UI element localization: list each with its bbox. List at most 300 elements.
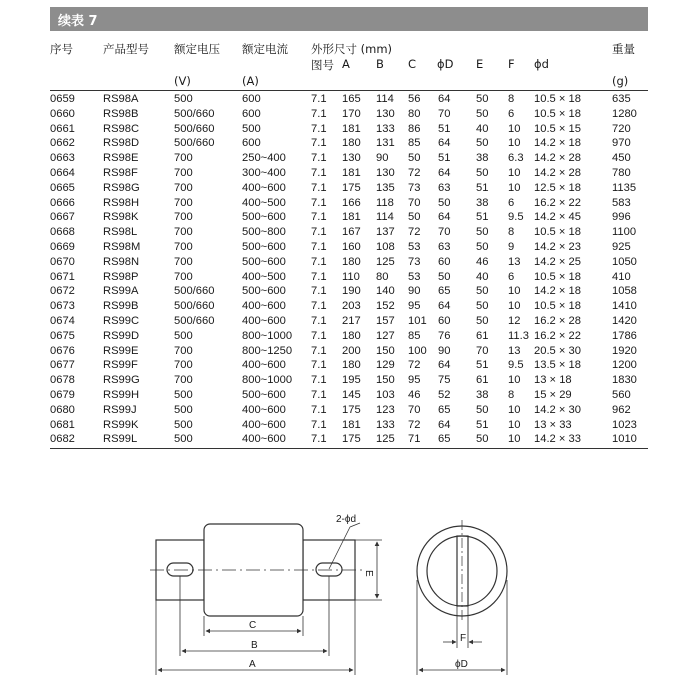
table-row bbox=[50, 181, 650, 196]
cell-fig: 7.1 bbox=[311, 240, 327, 253]
cell-d2: 16.2 × 28 bbox=[534, 314, 581, 327]
cell-f: 8 bbox=[508, 93, 515, 105]
cell-b: 123 bbox=[376, 403, 395, 416]
cell-seq: 0672 bbox=[50, 285, 75, 298]
cell-d2: 14.2 × 28 bbox=[534, 152, 581, 165]
header-dims: 外形尺寸 (mm) bbox=[311, 42, 393, 56]
cell-voltage: 500/660 bbox=[174, 122, 215, 135]
cell-d: 64 bbox=[438, 359, 451, 372]
cell-a: 175 bbox=[342, 433, 361, 446]
cell-seq: 0682 bbox=[50, 433, 75, 446]
table-row bbox=[50, 373, 650, 388]
cell-weight: 996 bbox=[612, 211, 631, 224]
header-fig: 图号 bbox=[311, 58, 334, 72]
cell-e: 38 bbox=[476, 152, 489, 165]
cell-b: 135 bbox=[376, 181, 395, 194]
cell-weight: 583 bbox=[612, 196, 631, 209]
cell-model: RS99H bbox=[103, 388, 140, 401]
cell-voltage: 700 bbox=[174, 374, 193, 387]
cell-e: 50 bbox=[476, 314, 489, 327]
cell-fig: 7.1 bbox=[311, 329, 327, 342]
cell-fig: 7.1 bbox=[311, 166, 327, 179]
cell-seq: 0677 bbox=[50, 359, 75, 372]
table-bottom-rule bbox=[50, 448, 648, 449]
cell-seq: 0673 bbox=[50, 300, 75, 313]
cell-weight: 1200 bbox=[612, 359, 637, 372]
cell-f: 8 bbox=[508, 388, 515, 401]
cell-voltage: 700 bbox=[174, 152, 193, 165]
header-rule bbox=[50, 90, 648, 91]
cell-a: 167 bbox=[342, 226, 361, 239]
cell-e: 51 bbox=[476, 359, 489, 372]
cell-a: 181 bbox=[342, 418, 361, 431]
cell-b: 157 bbox=[376, 314, 395, 327]
header-weight-unit: (g) bbox=[612, 74, 629, 88]
cell-fig: 7.1 bbox=[311, 226, 327, 239]
cell-b: 140 bbox=[376, 285, 395, 298]
cell-d: 76 bbox=[438, 329, 451, 342]
cell-fig: 7.1 bbox=[311, 211, 327, 224]
cell-b: 114 bbox=[376, 211, 394, 224]
cell-f: 10 bbox=[508, 122, 521, 135]
header-d: ϕD bbox=[437, 57, 454, 71]
cell-voltage: 700 bbox=[174, 181, 193, 194]
header-b: B bbox=[376, 57, 384, 71]
cell-fig: 7.1 bbox=[311, 107, 327, 120]
cell-e: 50 bbox=[476, 240, 489, 253]
cell-fig: 7.1 bbox=[311, 122, 327, 135]
header-current: 额定电流 bbox=[242, 42, 288, 56]
cell-c: 53 bbox=[408, 240, 421, 253]
header-c: C bbox=[408, 57, 417, 71]
end-view-blade bbox=[457, 536, 468, 606]
table-row bbox=[50, 225, 650, 240]
cell-d2: 16.2 × 22 bbox=[534, 196, 581, 209]
table-title: 续表 7 bbox=[58, 14, 98, 29]
cell-d2: 10.5 × 18 bbox=[534, 93, 581, 105]
cell-a: 166 bbox=[342, 196, 361, 209]
cell-d2: 14.2 × 28 bbox=[534, 166, 581, 179]
cell-weight: 780 bbox=[612, 166, 631, 179]
cell-d: 70 bbox=[438, 107, 451, 120]
cell-fig: 7.1 bbox=[311, 300, 327, 313]
cell-b: 131 bbox=[376, 137, 395, 150]
cell-c: 71 bbox=[408, 433, 421, 446]
cell-b: 90 bbox=[376, 152, 389, 165]
cell-weight: 720 bbox=[612, 122, 631, 135]
cell-seq: 0680 bbox=[50, 403, 75, 416]
cell-d: 51 bbox=[438, 152, 451, 165]
cell-model: RS98F bbox=[103, 166, 138, 179]
cell-voltage: 500 bbox=[174, 418, 193, 431]
cell-d2: 10.5 × 15 bbox=[534, 122, 581, 135]
header-weight: 重量 bbox=[612, 42, 635, 56]
cell-a: 200 bbox=[342, 344, 361, 357]
cell-f: 10 bbox=[508, 418, 521, 431]
cell-d: 60 bbox=[438, 255, 451, 268]
cell-f: 10 bbox=[508, 300, 521, 313]
cell-seq: 0676 bbox=[50, 344, 75, 357]
cell-f: 6 bbox=[508, 107, 515, 120]
cell-f: 6 bbox=[508, 270, 515, 283]
cell-b: 125 bbox=[376, 255, 395, 268]
cell-e: 50 bbox=[476, 166, 489, 179]
cell-f: 13 bbox=[508, 255, 521, 268]
cell-voltage: 700 bbox=[174, 270, 193, 283]
table-row bbox=[50, 299, 650, 314]
cell-d2: 10.5 × 18 bbox=[534, 270, 581, 283]
cell-a: 181 bbox=[342, 211, 361, 224]
cell-seq: 0668 bbox=[50, 226, 75, 239]
header-seq: 序号 bbox=[50, 42, 73, 56]
cell-d2: 16.2 × 22 bbox=[534, 329, 581, 342]
cell-b: 80 bbox=[376, 270, 389, 283]
cell-fig: 7.1 bbox=[311, 403, 327, 416]
cell-d: 75 bbox=[438, 374, 451, 387]
cell-seq: 0678 bbox=[50, 374, 75, 387]
cell-fig: 7.1 bbox=[311, 152, 327, 165]
cell-current: 500~600 bbox=[242, 285, 286, 298]
cell-current: 300~400 bbox=[242, 166, 286, 179]
cell-fig: 7.1 bbox=[311, 314, 327, 327]
cell-d2: 14.2 × 33 bbox=[534, 433, 581, 446]
cell-d: 64 bbox=[438, 166, 451, 179]
table-row bbox=[50, 151, 650, 166]
cell-fig: 7.1 bbox=[311, 270, 327, 283]
table-row bbox=[50, 418, 650, 433]
cell-e: 51 bbox=[476, 211, 489, 224]
label-f: F bbox=[460, 633, 467, 644]
cell-c: 100 bbox=[408, 344, 427, 357]
cell-b: 133 bbox=[376, 122, 395, 135]
cell-c: 46 bbox=[408, 388, 421, 401]
cell-b: 130 bbox=[376, 166, 395, 179]
cell-weight: 1058 bbox=[612, 285, 637, 298]
cell-a: 110 bbox=[342, 270, 360, 283]
table-body bbox=[50, 92, 650, 447]
header-e: E bbox=[476, 57, 484, 71]
cell-f: 6.3 bbox=[508, 152, 524, 165]
cell-model: RS98H bbox=[103, 196, 140, 209]
cell-a: 145 bbox=[342, 388, 361, 401]
cell-weight: 1135 bbox=[612, 181, 637, 194]
cell-e: 50 bbox=[476, 137, 489, 150]
cell-voltage: 700 bbox=[174, 226, 193, 239]
table-row bbox=[50, 210, 650, 225]
cell-f: 6 bbox=[508, 196, 515, 209]
cell-weight: 925 bbox=[612, 240, 631, 253]
cell-current: 400~600 bbox=[242, 314, 286, 327]
label-c: C bbox=[249, 620, 257, 631]
cell-d2: 14.2 × 45 bbox=[534, 211, 581, 224]
cell-d: 65 bbox=[438, 403, 451, 416]
cell-d: 50 bbox=[438, 270, 451, 283]
cell-d2: 20.5 × 30 bbox=[534, 344, 581, 357]
cell-model: RS98L bbox=[103, 226, 138, 239]
cell-d2: 14.2 × 18 bbox=[534, 137, 581, 150]
cell-f: 10 bbox=[508, 433, 521, 446]
cell-seq: 0674 bbox=[50, 314, 75, 327]
cell-model: RS98K bbox=[103, 211, 139, 224]
cell-voltage: 700 bbox=[174, 255, 193, 268]
cell-current: 400~600 bbox=[242, 359, 286, 372]
cell-a: 175 bbox=[342, 403, 361, 416]
label-e: E bbox=[363, 570, 374, 577]
cell-d: 64 bbox=[438, 137, 451, 150]
table-row bbox=[50, 92, 650, 107]
cell-seq: 0659 bbox=[50, 93, 75, 105]
cell-model: RS99K bbox=[103, 418, 139, 431]
cell-d: 63 bbox=[438, 240, 451, 253]
cell-a: 181 bbox=[342, 166, 361, 179]
cell-model: RS98P bbox=[103, 270, 139, 283]
cell-voltage: 500/660 bbox=[174, 285, 215, 298]
cell-c: 72 bbox=[408, 418, 421, 431]
header-current-unit: (A) bbox=[242, 74, 259, 88]
cell-seq: 0679 bbox=[50, 388, 75, 401]
cell-voltage: 700 bbox=[174, 196, 193, 209]
cell-f: 9.5 bbox=[508, 211, 524, 224]
cell-d2: 10.5 × 18 bbox=[534, 226, 581, 239]
table-row bbox=[50, 284, 650, 299]
cell-b: 103 bbox=[376, 388, 395, 401]
cell-a: 195 bbox=[342, 374, 361, 387]
cell-f: 8 bbox=[508, 226, 515, 239]
cell-current: 500~800 bbox=[242, 226, 286, 239]
cell-b: 118 bbox=[376, 196, 394, 209]
cell-current: 250~400 bbox=[242, 152, 286, 165]
cell-c: 50 bbox=[408, 152, 421, 165]
cell-model: RS98C bbox=[103, 122, 140, 135]
cell-a: 180 bbox=[342, 137, 361, 150]
cell-d2: 13.5 × 18 bbox=[534, 359, 581, 372]
cell-f: 10 bbox=[508, 285, 521, 298]
cell-a: 170 bbox=[342, 107, 361, 120]
cell-f: 10 bbox=[508, 374, 521, 387]
cell-seq: 0681 bbox=[50, 418, 75, 431]
cell-e: 51 bbox=[476, 181, 489, 194]
cell-voltage: 700 bbox=[174, 344, 193, 357]
cell-d: 52 bbox=[438, 388, 451, 401]
cell-f: 9 bbox=[508, 240, 515, 253]
cell-weight: 560 bbox=[612, 388, 631, 401]
cell-current: 800~1000 bbox=[242, 329, 293, 342]
header-f: F bbox=[508, 57, 515, 71]
cell-c: 70 bbox=[408, 403, 421, 416]
cell-current: 500~600 bbox=[242, 211, 286, 224]
cell-current: 600 bbox=[242, 93, 261, 105]
cell-model: RS98B bbox=[103, 107, 139, 120]
cell-c: 95 bbox=[408, 300, 421, 313]
cell-e: 38 bbox=[476, 196, 489, 209]
table-row bbox=[50, 107, 650, 122]
cell-b: 137 bbox=[376, 226, 395, 239]
cell-weight: 410 bbox=[612, 270, 631, 283]
cell-e: 40 bbox=[476, 270, 489, 283]
cell-current: 800~1250 bbox=[242, 344, 293, 357]
cell-f: 12 bbox=[508, 314, 521, 327]
cell-d2: 14.2 × 18 bbox=[534, 285, 581, 298]
cell-c: 85 bbox=[408, 137, 421, 150]
cell-e: 50 bbox=[476, 285, 489, 298]
cell-d: 65 bbox=[438, 285, 451, 298]
cell-fig: 7.1 bbox=[311, 137, 327, 150]
cell-fig: 7.1 bbox=[311, 196, 327, 209]
cell-weight: 1920 bbox=[612, 344, 637, 357]
cell-c: 70 bbox=[408, 196, 421, 209]
table-row bbox=[50, 314, 650, 329]
cell-seq: 0670 bbox=[50, 255, 75, 268]
cell-c: 85 bbox=[408, 329, 421, 342]
cell-seq: 0665 bbox=[50, 181, 75, 194]
cell-a: 130 bbox=[342, 152, 361, 165]
cell-c: 56 bbox=[408, 93, 421, 105]
cell-fig: 7.1 bbox=[311, 285, 327, 298]
cell-model: RS99G bbox=[103, 374, 140, 387]
cell-a: 165 bbox=[342, 93, 361, 105]
table-row bbox=[50, 240, 650, 255]
fuse-dimension-drawing bbox=[0, 490, 700, 700]
cell-f: 11.3 bbox=[508, 329, 529, 342]
cell-c: 53 bbox=[408, 270, 421, 283]
table-row bbox=[50, 344, 650, 359]
cell-f: 10 bbox=[508, 181, 521, 194]
cell-weight: 1023 bbox=[612, 418, 637, 431]
cell-c: 50 bbox=[408, 211, 421, 224]
cell-a: 190 bbox=[342, 285, 361, 298]
cell-model: RS98M bbox=[103, 240, 141, 253]
cell-voltage: 700 bbox=[174, 211, 193, 224]
cell-seq: 0662 bbox=[50, 137, 75, 150]
cell-fig: 7.1 bbox=[311, 344, 327, 357]
cell-current: 600 bbox=[242, 137, 261, 150]
cell-current: 500~600 bbox=[242, 240, 286, 253]
cell-model: RS98A bbox=[103, 93, 139, 105]
cell-model: RS99C bbox=[103, 314, 140, 327]
cell-seq: 0671 bbox=[50, 270, 75, 283]
cell-c: 95 bbox=[408, 374, 421, 387]
cell-model: RS99D bbox=[103, 329, 140, 342]
cell-weight: 1410 bbox=[612, 300, 637, 313]
cell-weight: 1100 bbox=[612, 226, 637, 239]
cell-seq: 0667 bbox=[50, 211, 75, 224]
cell-f: 10 bbox=[508, 403, 521, 416]
cell-model: RS99A bbox=[103, 285, 139, 298]
cell-d: 64 bbox=[438, 211, 451, 224]
cell-e: 50 bbox=[476, 403, 489, 416]
cell-d2: 14.2 × 23 bbox=[534, 240, 581, 253]
cell-d: 64 bbox=[438, 300, 451, 313]
cell-f: 9.5 bbox=[508, 359, 524, 372]
cell-b: 150 bbox=[376, 374, 395, 387]
cell-d2: 13 × 18 bbox=[534, 374, 572, 387]
cell-c: 73 bbox=[408, 255, 421, 268]
cell-voltage: 500/660 bbox=[174, 107, 215, 120]
cell-model: RS99F bbox=[103, 359, 138, 372]
cell-b: 108 bbox=[376, 240, 395, 253]
cell-b: 129 bbox=[376, 359, 395, 372]
cell-weight: 1010 bbox=[612, 433, 637, 446]
cell-e: 38 bbox=[476, 388, 489, 401]
cell-e: 40 bbox=[476, 122, 489, 135]
cell-model: RS99E bbox=[103, 344, 139, 357]
cell-voltage: 700 bbox=[174, 359, 193, 372]
cell-voltage: 500 bbox=[174, 388, 193, 401]
cell-c: 80 bbox=[408, 107, 421, 120]
cell-d2: 10.5 × 18 bbox=[534, 300, 581, 313]
cell-e: 50 bbox=[476, 433, 489, 446]
table-row bbox=[50, 270, 650, 285]
cell-e: 51 bbox=[476, 418, 489, 431]
cell-fig: 7.1 bbox=[311, 359, 327, 372]
cell-c: 72 bbox=[408, 359, 421, 372]
cell-b: 127 bbox=[376, 329, 395, 342]
cell-model: RS99J bbox=[103, 403, 137, 416]
cell-c: 73 bbox=[408, 181, 421, 194]
cell-current: 500~600 bbox=[242, 255, 286, 268]
cell-d: 65 bbox=[438, 433, 451, 446]
cell-model: RS99B bbox=[103, 300, 139, 313]
cell-fig: 7.1 bbox=[311, 418, 327, 431]
cell-voltage: 500 bbox=[174, 329, 193, 342]
cell-seq: 0663 bbox=[50, 152, 75, 165]
cell-weight: 450 bbox=[612, 152, 631, 165]
cell-voltage: 500 bbox=[174, 403, 193, 416]
cell-d: 50 bbox=[438, 196, 451, 209]
cell-seq: 0666 bbox=[50, 196, 75, 209]
cell-voltage: 500 bbox=[174, 93, 193, 105]
table-row bbox=[50, 255, 650, 270]
cell-weight: 1786 bbox=[612, 329, 637, 342]
cell-voltage: 500/660 bbox=[174, 300, 215, 313]
cell-current: 400~500 bbox=[242, 270, 286, 283]
cell-current: 400~600 bbox=[242, 181, 286, 194]
cell-e: 50 bbox=[476, 300, 489, 313]
table-row bbox=[50, 166, 650, 181]
cell-c: 72 bbox=[408, 166, 421, 179]
cell-b: 125 bbox=[376, 433, 395, 446]
cell-e: 70 bbox=[476, 344, 489, 357]
label-2d: 2-ϕd bbox=[336, 514, 357, 525]
cell-weight: 970 bbox=[612, 137, 631, 150]
cell-e: 46 bbox=[476, 255, 489, 268]
cell-current: 400~600 bbox=[242, 418, 286, 431]
label-a: A bbox=[249, 659, 256, 670]
table-row bbox=[50, 136, 650, 151]
cell-model: RS98G bbox=[103, 181, 140, 194]
cell-b: 130 bbox=[376, 107, 395, 120]
cell-fig: 7.1 bbox=[311, 374, 327, 387]
cell-weight: 1280 bbox=[612, 107, 637, 120]
cell-fig: 7.1 bbox=[311, 433, 327, 446]
table-row bbox=[50, 432, 650, 447]
table-row bbox=[50, 388, 650, 403]
cell-fig: 7.1 bbox=[311, 93, 327, 105]
cell-e: 61 bbox=[476, 329, 489, 342]
cell-weight: 1830 bbox=[612, 374, 637, 387]
cell-a: 175 bbox=[342, 181, 361, 194]
cell-seq: 0664 bbox=[50, 166, 75, 179]
cell-d2: 14.2 × 25 bbox=[534, 255, 581, 268]
cell-d: 64 bbox=[438, 93, 451, 105]
cell-f: 10 bbox=[508, 137, 521, 150]
cell-current: 500~600 bbox=[242, 388, 286, 401]
cell-seq: 0675 bbox=[50, 329, 75, 342]
table-row bbox=[50, 403, 650, 418]
cell-d: 70 bbox=[438, 226, 451, 239]
cell-fig: 7.1 bbox=[311, 388, 327, 401]
table-row bbox=[50, 122, 650, 137]
